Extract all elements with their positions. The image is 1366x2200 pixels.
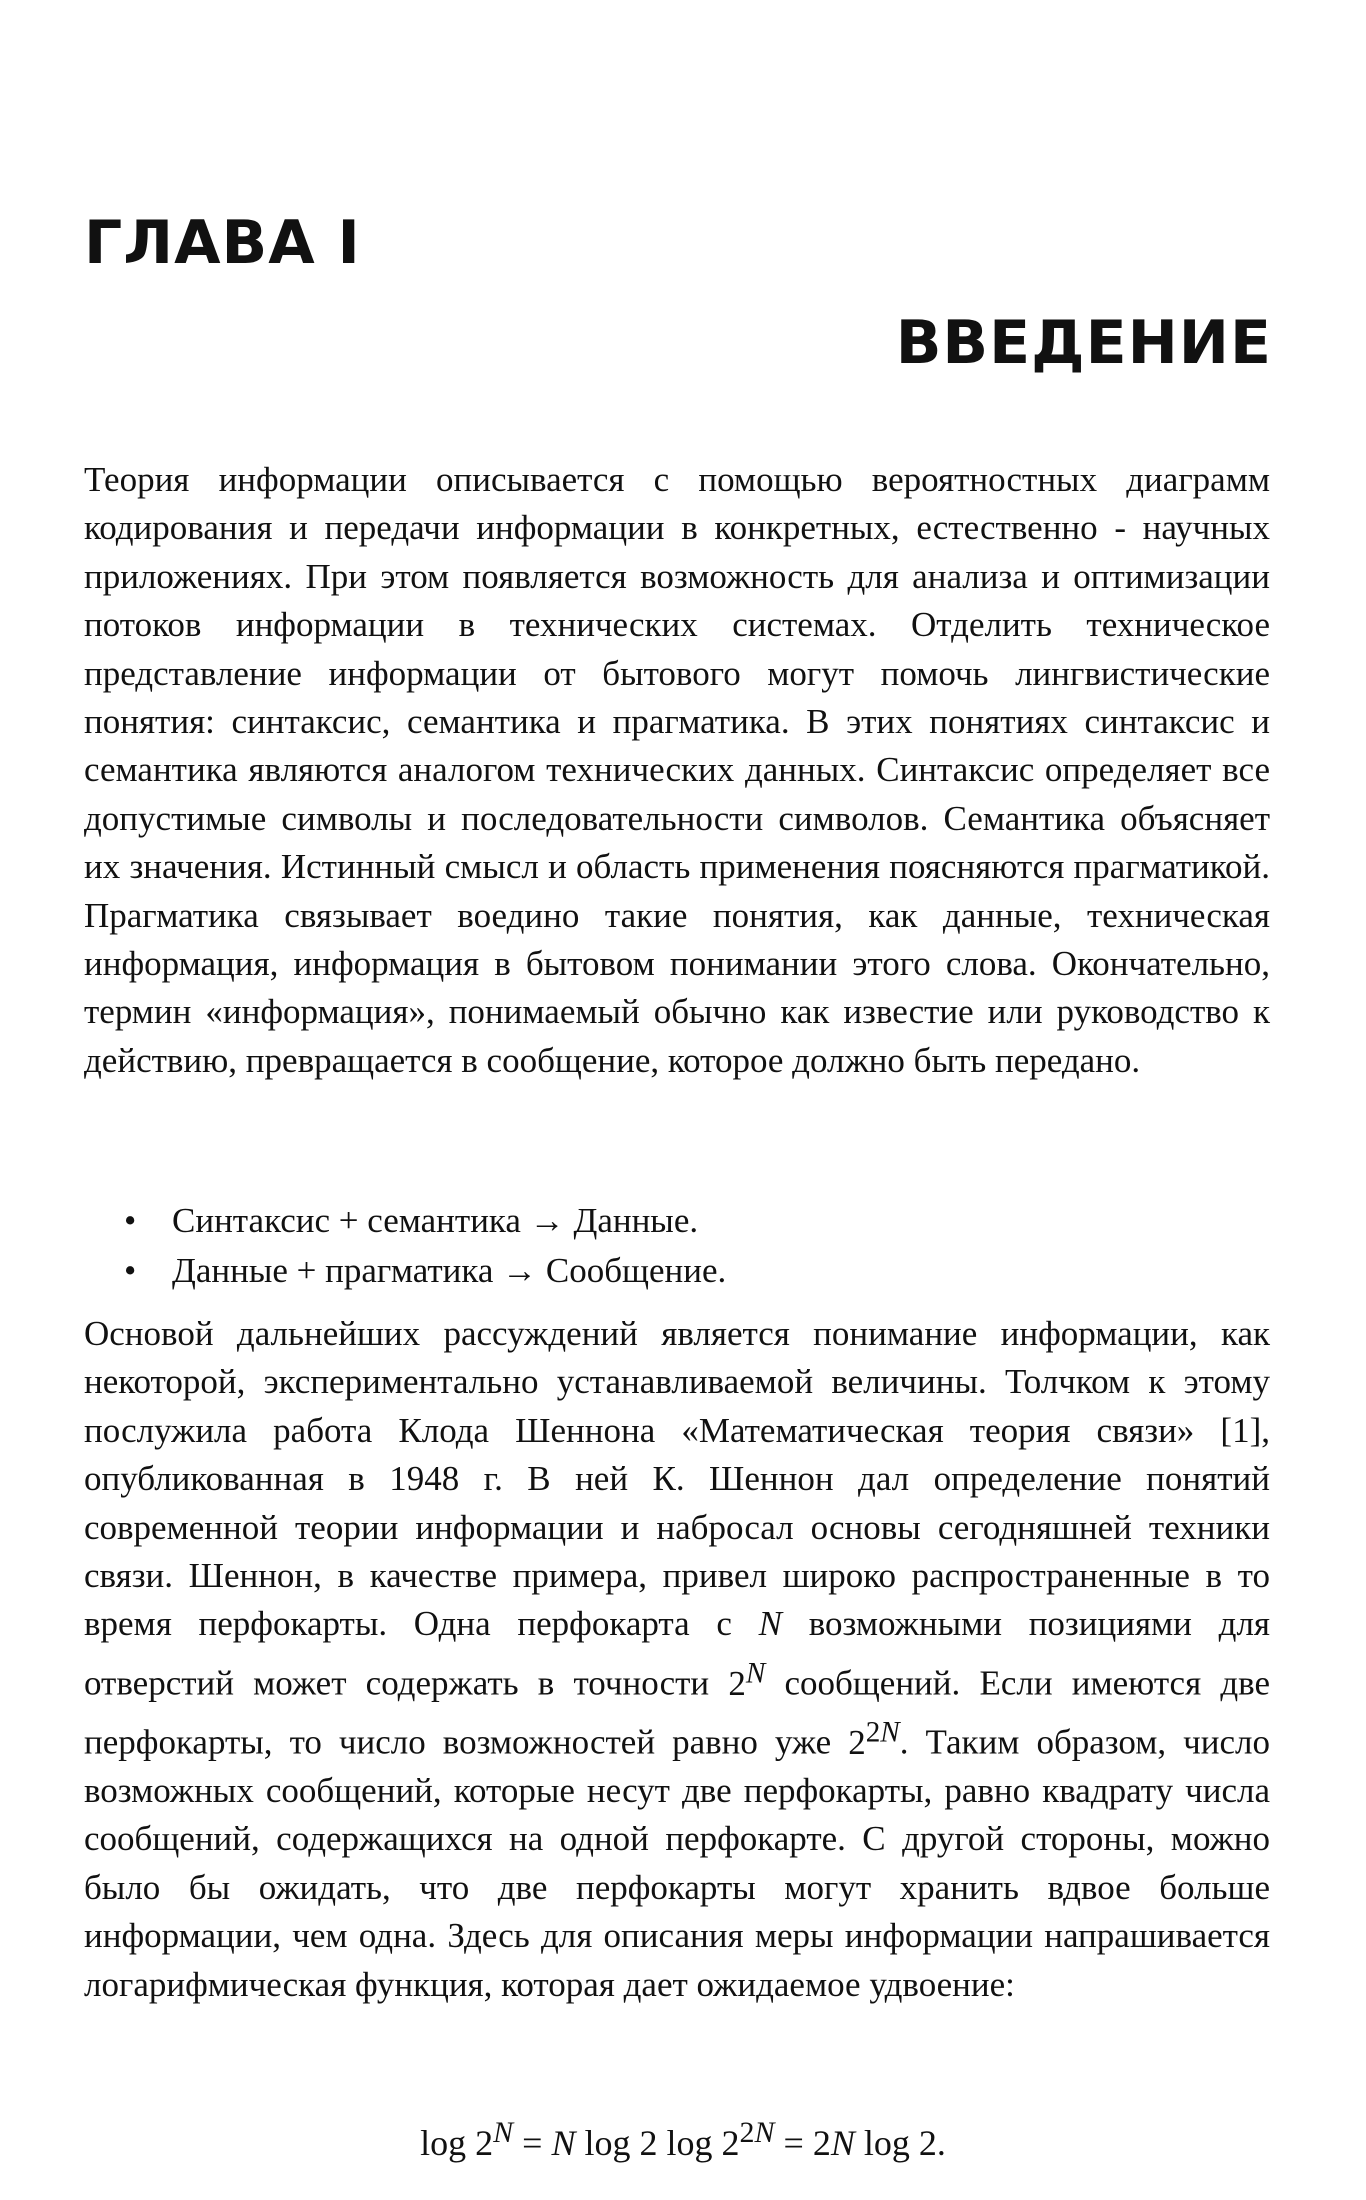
math-power-2n: $2^N$ (728, 1656, 766, 1703)
chapter-title: ВВЕДЕНИЕ (895, 308, 1272, 378)
formula: $\log 2^N = N$ log 2 $\log 2^{2N} = 2N$ log 2. (420, 2116, 946, 2163)
intro-paragraph: Теория информации описывается с помощью вероятностных диаграмм кодирования и передачи информации в конкретных, естественно - научных приложениях. При этом появляется возможность для анализа и оптимизации потоков информации в технических системах. Отделить техническое представление информации от бытового могут помочь лингвистические понятия: синтаксис, семантика и прагматика. В этих понятиях синтаксис и семантика являются аналогом технических данных. Синтаксис определяет все допустимые символы и последовательности символов. Семантика объясняет их значения. Истинный смысл и область применения поясняются прагматикой. Прагматика связывает воедино такие понятия, как данные, техническая информация, информация в бытовом понимании этого слова. Окончательно, термин «информация», понимаемый обычно как известие или руководство к действию, превращается в сообщение, которое должно быть передано. (84, 460, 1270, 1080)
paragraph-text: сообщений. Если имеются две перфокарты, то число возможностей равно уже (84, 1663, 1271, 1762)
list-item: • Синтаксис + семантика → Данные. (124, 1196, 726, 1246)
math-var-n: N (758, 1604, 783, 1644)
chapter-label: ГЛАВА I (84, 208, 361, 278)
paragraph-text: возможными позициями для отверстий может содержать в точности (84, 1604, 1271, 1703)
paragraph-text: . Таким образом, число возможных сообщений, которые несут две перфокарты, равно квадрату числа сообщений, содержащихся на одной перфокарте. С другой стороны, можно было бы ожидать, что две перфокарты могут хранить вдвое больше информации, чем одна. Здесь для описания меры информации напрашивается логарифмическая функция, которая дает ожидаемое удвоение: (84, 1722, 1271, 2004)
main-paragraph (84, 1310, 1270, 2009)
list-item: • Данные + прагматика → Сообщение. (124, 1246, 726, 1296)
definition-list (124, 1196, 726, 1296)
paragraph-text: Основой дальнейших рассуждений является понимание информации, как некоторой, экспериментально устанавливаемой величины. Толчком к этому послужила работа Клода Шеннона «Математическая теория связи» [1], опубликованная в 1948 г. В ней К. Шеннон дал определение понятий современной теории информации и набросал основы сегодняшней техники связи. Шеннон, в качестве примера, привел широко распространенные в то время перфокарты. Одна перфокарта с (84, 1314, 1270, 1644)
math-power-22n: $2^{2N}$ (848, 1715, 900, 1762)
